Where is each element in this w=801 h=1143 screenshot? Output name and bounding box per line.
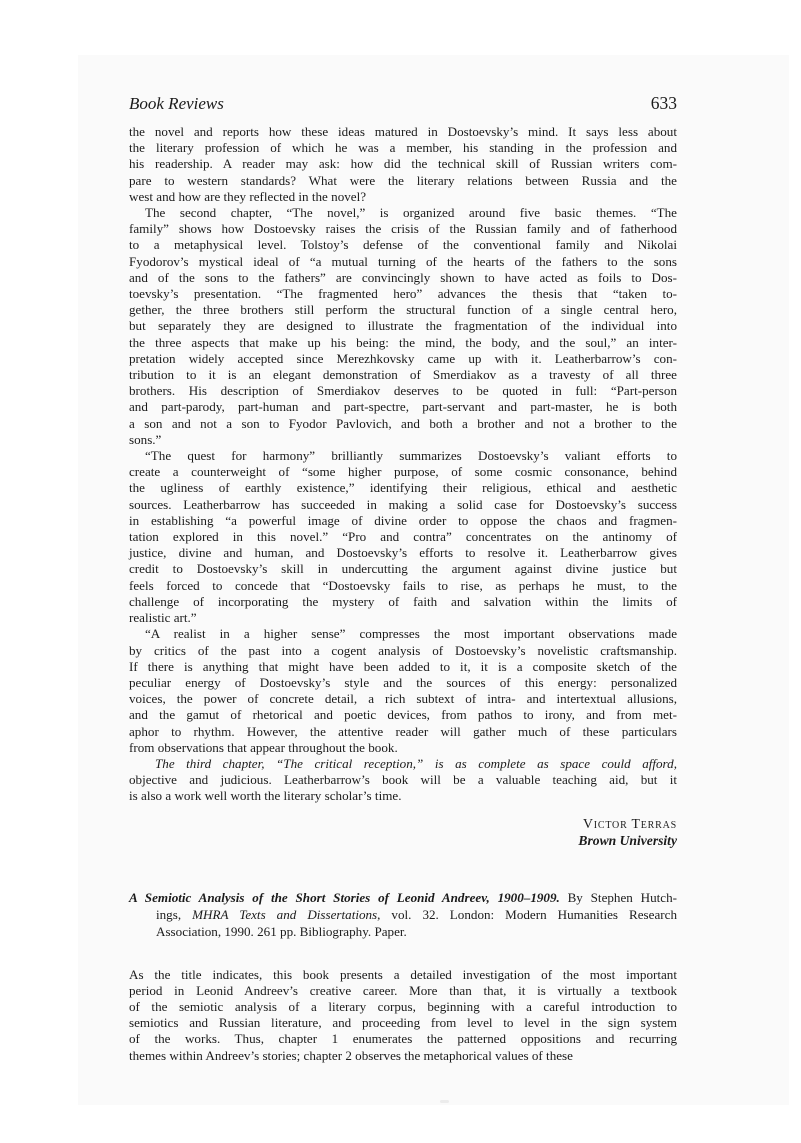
text-line [129, 659, 677, 675]
text-segment: challenge of incorporating the mystery of faith and salvation within the limits of [129, 593, 677, 609]
text-segment: in establishing “a powerful image of divine order to oppose the chaos and fragmen- [129, 512, 677, 528]
text-segment: brothers. His description of Smerdiakov deserves to be quoted in full: “Part-person [129, 383, 677, 399]
text-line [129, 302, 677, 318]
text-line [129, 889, 677, 906]
text-segment: toevsky’s presentation. “The fragmented hero” advances the thesis that “taken to- [129, 286, 677, 302]
reviewer-affiliation: Brown University [578, 832, 677, 848]
text-segment: a son and not a son to Fyodor Pavlovich, and both a brother and not a brother to the [129, 415, 677, 431]
text-line [129, 967, 677, 983]
text-line [129, 335, 677, 351]
text-segment: The third chapter, “The critical reception,” is as complete as space could afford, [155, 755, 677, 771]
text-line [129, 529, 677, 545]
text-segment: tribution to it is an elegant demonstration of Smerdiakov as a travesty of all three [129, 367, 677, 383]
review1-paragraph-2 [129, 205, 677, 448]
text-segment: Fyodorov’s mystical ideal of “a mutual turning of the hearts of the fathers to the sons [129, 253, 677, 269]
text-segment: from observations that appear throughout the book. [129, 739, 398, 755]
text-line [129, 448, 677, 464]
text-segment: by critics of the past into a cogent analysis of Dostoevsky’s novelistic craftsmanship. [129, 642, 677, 658]
text-segment: MHRA Texts and Dissertations [192, 906, 378, 922]
text-line [129, 610, 677, 626]
text-segment: peculiar energy of Dostoevsky’s style and the sources of this energy: personalized [129, 674, 677, 690]
text-line [129, 464, 677, 480]
text-segment: gether, the three brothers still perform the structural function of a single central hero, [129, 302, 677, 318]
text-segment: “The quest for harmony” brilliantly summarizes Dostoevsky’s valiant efforts to [145, 448, 677, 464]
scan-artifact-mark [440, 1100, 449, 1103]
text-segment: realistic art.” [129, 610, 197, 626]
text-line [129, 399, 677, 415]
text-segment: of the works. Thus, chapter 1 enumerates the patterned oppositions and recurring [129, 1031, 677, 1047]
text-line [129, 675, 677, 691]
text-line [129, 497, 677, 513]
text-line [129, 367, 677, 383]
text-segment: the three aspects that make up his being: the mind, the body, and the soul,” an inter- [129, 334, 677, 350]
text-segment: and of the sons to the fathers” are convincingly shown to have acted as foils to Dos- [129, 269, 677, 285]
text-line [129, 724, 677, 740]
text-line [129, 205, 677, 221]
text-segment: the literary profession of which he was a member, his standing in the profession and [129, 140, 677, 156]
text-segment: As the title indicates, this book presents a detailed investigation of the most important [129, 966, 677, 982]
running-header-title: Book Reviews [129, 94, 224, 113]
text-segment: to a metaphysical level. Tolstoy’s defense of the conventional family and Nikolai [129, 237, 677, 253]
text-segment: , vol. 32. London: Modern Humanities Research [377, 906, 677, 922]
text-segment: but separately they are designed to illustrate the fragmentation of the individual into [129, 318, 677, 334]
text-line [129, 561, 677, 577]
review1-paragraph-5 [129, 756, 677, 805]
text-segment: family” shows how Dostoevsky raises the crisis of the Russian family and of fatherhood [129, 221, 677, 237]
text-segment: the ugliness of earthly existence,” identifying their religious, ethical and aesthetic [129, 480, 677, 496]
text-segment: tation explored in this novel.” “Pro and contra” concentrates on the antinomy of [129, 529, 677, 545]
text-line [129, 432, 677, 448]
review1-paragraph-3 [129, 448, 677, 626]
page-number: 633 [650, 93, 677, 113]
text-line [129, 140, 677, 156]
text-segment: objective and judicious. Leatherbarrow’s book will be a valuable teaching aid, but it [129, 772, 677, 788]
text-line [129, 270, 677, 286]
text-segment: “A realist in a higher sense” compresses the most important observations made [145, 626, 677, 642]
text-segment: of the semiotic analysis of a literary corpus, beginning with a careful introduction to [129, 998, 677, 1014]
text-line [129, 1031, 677, 1047]
text-segment: is also a work well worth the literary scholar’s time. [129, 788, 402, 804]
text-segment: his readership. A reader may ask: how did the technical skill of Russian writers com- [129, 156, 677, 172]
text-line [129, 383, 677, 399]
text-segment: sources. Leatherbarrow has succeeded in making a solid case for Dostoevsky’s success [129, 496, 677, 512]
text-line [129, 480, 677, 496]
text-segment: ings, [156, 906, 193, 922]
text-segment: Association, 1990. 261 pp. Bibliography. Paper. [156, 923, 407, 939]
text-segment: pretation widely accepted since Merezhkovsky came up with it. Leatherbarrow’s con- [129, 350, 677, 366]
text-segment: themes within Andreev’s stories; chapter 2 observes the metaphorical values of these [129, 1047, 573, 1063]
text-line [129, 923, 677, 940]
text-line [129, 772, 677, 788]
review1-paragraph-1 [129, 124, 677, 205]
text-line [129, 1015, 677, 1031]
text-segment: the novel and reports how these ideas matured in Dostoevsky’s mind. It says less about [129, 124, 677, 139]
text-segment: If there is anything that might have been added to it, it is a composite sketch of the [129, 658, 677, 674]
text-line [129, 173, 677, 189]
review1-paragraph-4 [129, 626, 677, 756]
text-line [129, 999, 677, 1015]
text-line [129, 906, 677, 923]
text-line [129, 756, 677, 772]
text-line [129, 156, 677, 172]
text-segment: period in Leonid Andreev’s creative career. More than that, it is virtually a textbook [129, 982, 677, 998]
text-line [129, 1048, 677, 1064]
text-segment: create a counterweight of “some higher purpose, of some cosmic consonance, behind [129, 464, 677, 480]
text-line [129, 983, 677, 999]
review2-paragraph-1 [129, 967, 677, 1064]
text-line [129, 707, 677, 723]
text-line [129, 691, 677, 707]
text-line [129, 318, 677, 334]
text-segment: The second chapter, “The novel,” is organized around five basic themes. “The [145, 205, 677, 221]
text-segment: aphor to rhythm. However, the attentive reader will gather much of these particulars [129, 723, 677, 739]
text-segment: and part-parody, part-human and part-spectre, part-servant and part-master, he is both [129, 399, 677, 415]
text-line [129, 254, 677, 270]
text-segment: justice, divine and human, and Dostoevsky’s efforts to resolve it. Leatherbarrow gives [129, 545, 677, 561]
reviewer-signature [129, 815, 677, 849]
text-line [129, 740, 677, 756]
text-segment: sons.” [129, 431, 162, 447]
text-line [129, 189, 677, 205]
text-line [129, 286, 677, 302]
text-line [129, 124, 677, 140]
text-segment: feels forced to concede that “Dostoevsky fails to rise, as perhaps he must, to the [129, 577, 677, 593]
text-segment: credit to Dostoevsky’s skill in undercutting the argument against divine justice but [129, 561, 677, 577]
text-line [129, 221, 677, 237]
text-line [129, 416, 677, 432]
text-line [129, 578, 677, 594]
text-line [129, 351, 677, 367]
reviewer-name: Victor Terras [582, 815, 677, 831]
text-line [129, 594, 677, 610]
text-segment: voices, the power of concrete detail, a rich subtext of intra- and intertextual allusions, [129, 691, 677, 707]
text-segment: west and how are they reflected in the novel? [129, 188, 367, 204]
text-segment: and the gamut of rhetorical and poetic devices, from pathos to irony, and from met- [129, 707, 677, 723]
text-line [129, 643, 677, 659]
text-line [129, 788, 677, 804]
text-segment: A Semiotic Analysis of the Short Stories of Leonid Andreev, 1900–1909. [129, 889, 560, 905]
text-line [129, 513, 677, 529]
text-segment: By Stephen Hutch- [559, 889, 677, 905]
text-column [129, 93, 677, 1064]
text-line [129, 237, 677, 253]
text-segment: semiotics and Russian literature, and proceeding from level to level in the sign system [129, 1015, 677, 1031]
review-body [129, 124, 677, 1064]
running-header [129, 93, 677, 114]
review2-citation [129, 889, 677, 940]
text-line [129, 545, 677, 561]
text-segment: pare to western standards? What were the literary relations between Russia and the [129, 172, 677, 188]
text-line [129, 626, 677, 642]
